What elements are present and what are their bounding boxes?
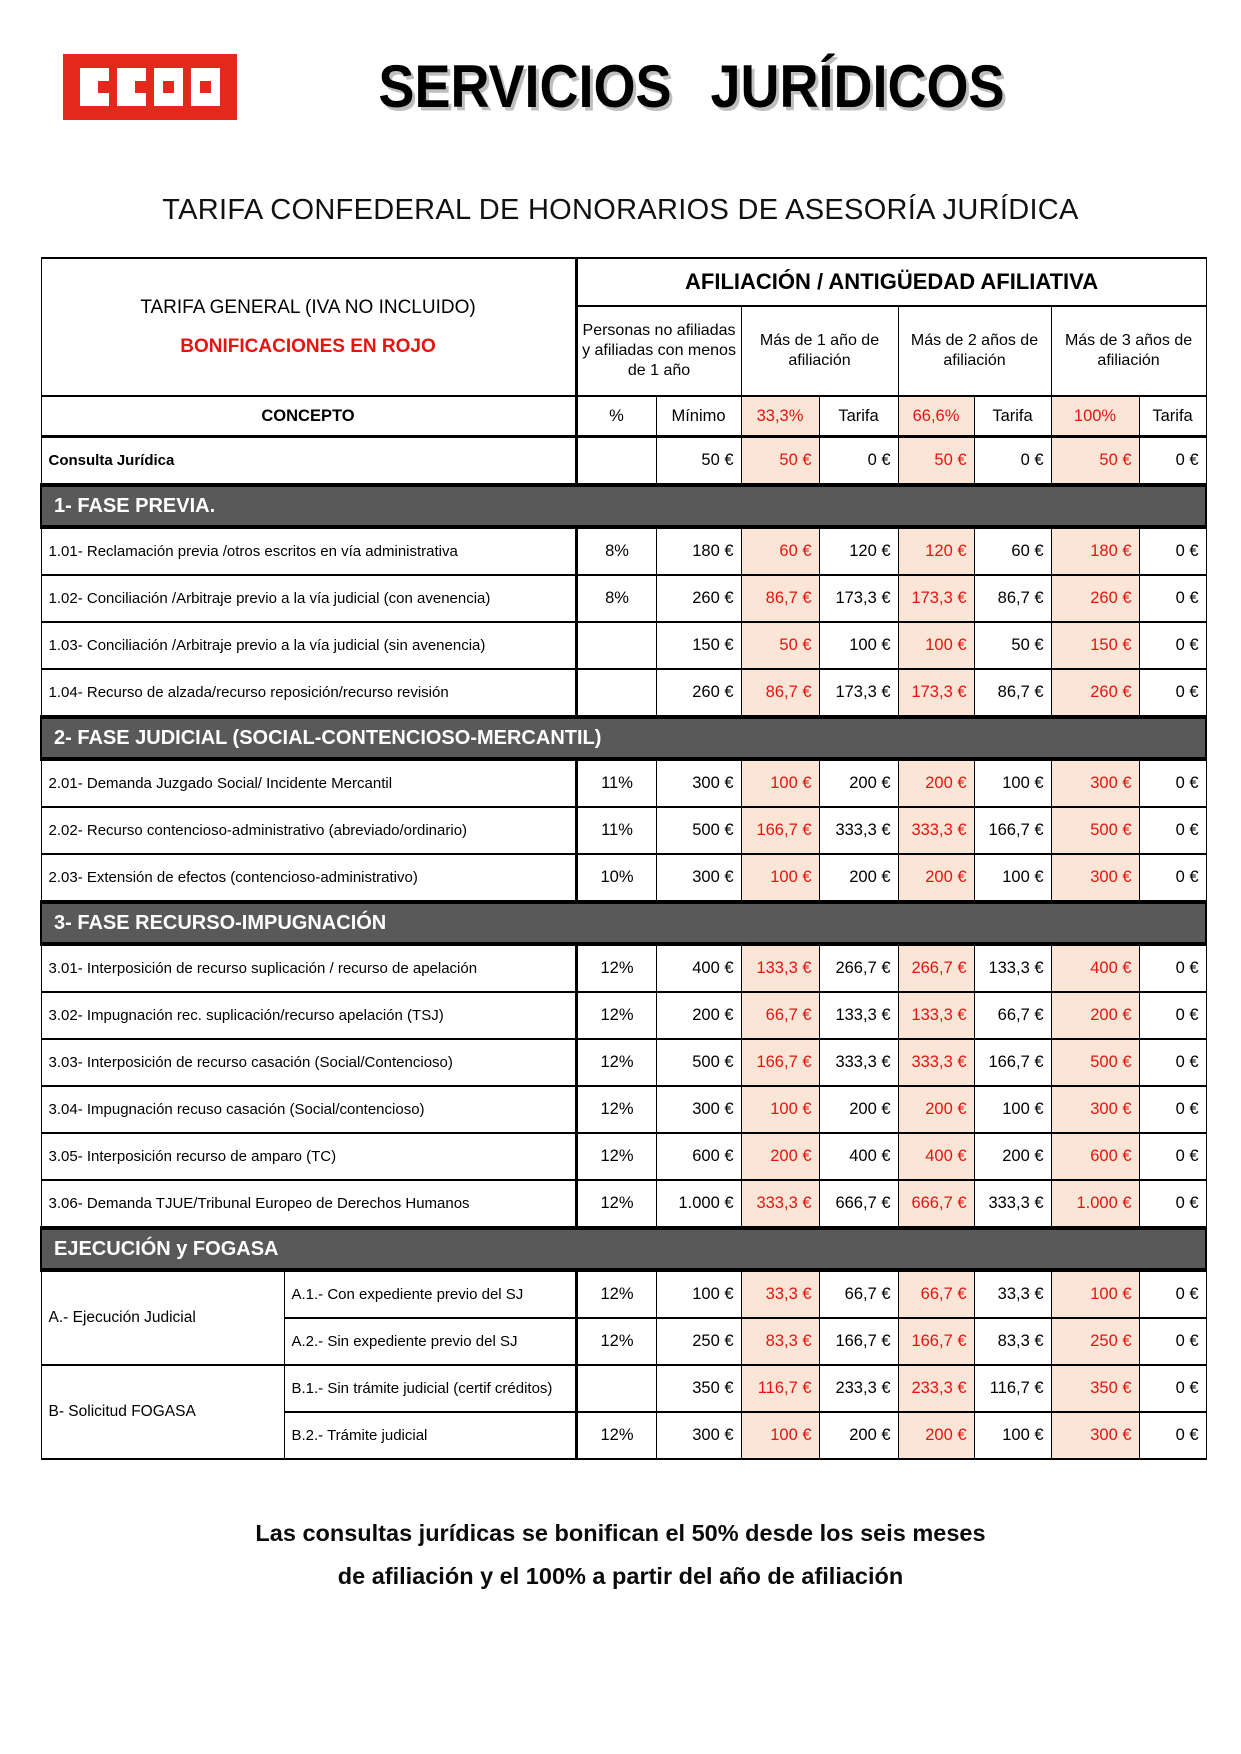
t2-cell: 116,7 € xyxy=(974,1365,1051,1412)
t3-cell: 0 € xyxy=(1139,1412,1206,1459)
b3-cell: 200 € xyxy=(1051,992,1139,1039)
b2-cell: 200 € xyxy=(898,1412,974,1459)
b3-cell: 250 € xyxy=(1051,1318,1139,1365)
b2-cell: 120 € xyxy=(898,527,974,575)
b1-cell: 100 € xyxy=(741,854,819,902)
t3-cell: 0 € xyxy=(1139,1365,1206,1412)
section-bar: EJECUCIÓN y FOGASA xyxy=(41,1228,1206,1270)
pct-cell xyxy=(576,437,656,486)
t1-cell: 120 € xyxy=(819,527,898,575)
b1-cell: 133,3 € xyxy=(741,944,819,992)
b3-cell: 300 € xyxy=(1051,1412,1139,1459)
t1-cell: 100 € xyxy=(819,622,898,669)
b1-cell: 66,7 € xyxy=(741,992,819,1039)
affiliation-header: AFILIACIÓN / ANTIGÜEDAD AFILIATIVA xyxy=(576,258,1206,306)
pct-cell: 11% xyxy=(576,759,656,807)
section-bar: 3- FASE RECURSO-IMPUGNACIÓN xyxy=(41,902,1206,944)
pct-cell: 12% xyxy=(576,1133,656,1180)
pct-cell: 8% xyxy=(576,527,656,575)
b3-cell: 500 € xyxy=(1051,1039,1139,1086)
logo-letter-o-icon xyxy=(191,68,220,106)
colgroup-3-anios: Más de 3 años de afiliación xyxy=(1051,306,1206,396)
b3-cell: 300 € xyxy=(1051,854,1139,902)
b2-cell: 133,3 € xyxy=(898,992,974,1039)
colgroup-2-anios: Más de 2 años de afiliación xyxy=(898,306,1051,396)
concept-cell: 3.02- Impugnación rec. suplicación/recurso apelación (TSJ) xyxy=(41,992,576,1039)
b1-cell: 166,7 € xyxy=(741,807,819,854)
document-subtitle: TARIFA CONFEDERAL DE HONORARIOS DE ASESORÍA JURÍDICA xyxy=(162,194,1079,226)
footnote-line-2: de afiliación y el 100% a partir del año de afiliación xyxy=(337,1563,904,1589)
min-cell: 260 € xyxy=(656,575,741,622)
footnote-line-1: Las consultas jurídicas se bonifican el 50% desde los seis meses xyxy=(255,1520,986,1546)
col-header-minimo: Mínimo xyxy=(656,396,741,437)
pct-cell: 12% xyxy=(576,1180,656,1228)
concept-cell: 3.03- Interposición de recurso casación (Social/Contencioso) xyxy=(41,1039,576,1086)
group-label: B- Solicitud FOGASA xyxy=(41,1365,284,1459)
t3-cell: 0 € xyxy=(1139,1318,1206,1365)
b2-cell: 200 € xyxy=(898,1086,974,1133)
min-cell: 400 € xyxy=(656,944,741,992)
b2-cell: 50 € xyxy=(898,437,974,486)
col-header-tarifa-3: Tarifa xyxy=(1139,396,1206,437)
min-cell: 50 € xyxy=(656,437,741,486)
b3-cell: 260 € xyxy=(1051,669,1139,717)
t2-cell: 333,3 € xyxy=(974,1180,1051,1228)
concept-cell: A.2.- Sin expediente previo del SJ xyxy=(284,1318,576,1365)
pct-cell: 12% xyxy=(576,1039,656,1086)
bonificaciones-note: BONIFICACIONES EN ROJO xyxy=(180,335,436,357)
general-title: TARIFA GENERAL (IVA NO INCLUIDO) xyxy=(140,296,476,318)
b2-cell: 333,3 € xyxy=(898,807,974,854)
logo-letter-o-icon xyxy=(154,68,183,106)
t2-cell: 100 € xyxy=(974,759,1051,807)
col-header-tarifa-2: Tarifa xyxy=(974,396,1051,437)
pct-cell xyxy=(576,622,656,669)
t2-cell: 86,7 € xyxy=(974,575,1051,622)
min-cell: 500 € xyxy=(656,1039,741,1086)
pct-cell: 12% xyxy=(576,1270,656,1318)
t1-cell: 200 € xyxy=(819,759,898,807)
page-title: SERVICIOS JURÍDICOS xyxy=(378,53,1005,121)
t1-cell: 133,3 € xyxy=(819,992,898,1039)
t1-cell: 333,3 € xyxy=(819,1039,898,1086)
pct-cell: 11% xyxy=(576,807,656,854)
logo-letter-c-icon xyxy=(80,68,109,106)
b3-cell: 50 € xyxy=(1051,437,1139,486)
min-cell: 250 € xyxy=(656,1318,741,1365)
min-cell: 300 € xyxy=(656,759,741,807)
t1-cell: 173,3 € xyxy=(819,575,898,622)
pct-cell: 12% xyxy=(576,992,656,1039)
b3-cell: 100 € xyxy=(1051,1270,1139,1318)
pct-cell: 8% xyxy=(576,575,656,622)
logo-letter-c-icon xyxy=(117,68,146,106)
t3-cell: 0 € xyxy=(1139,1270,1206,1318)
b1-cell: 100 € xyxy=(741,1086,819,1133)
t3-cell: 0 € xyxy=(1139,622,1206,669)
concept-cell: 1.02- Conciliación /Arbitraje previo a la vía judicial (con avenencia) xyxy=(41,575,576,622)
t2-cell: 166,7 € xyxy=(974,807,1051,854)
masthead xyxy=(0,0,1241,122)
b1-cell: 86,7 € xyxy=(741,575,819,622)
b3-cell: 150 € xyxy=(1051,622,1139,669)
concept-cell: B.1.- Sin trámite judicial (certif créditos) xyxy=(284,1365,576,1412)
concept-cell: 2.03- Extensión de efectos (contencioso-administrativo) xyxy=(41,854,576,902)
t1-cell: 400 € xyxy=(819,1133,898,1180)
t1-cell: 200 € xyxy=(819,1086,898,1133)
t2-cell: 0 € xyxy=(974,437,1051,486)
header-row-3 xyxy=(41,396,1206,437)
t3-cell: 0 € xyxy=(1139,944,1206,992)
t2-cell: 100 € xyxy=(974,1086,1051,1133)
pct-cell: 10% xyxy=(576,854,656,902)
t3-cell: 0 € xyxy=(1139,437,1206,486)
min-cell: 500 € xyxy=(656,807,741,854)
t2-cell: 66,7 € xyxy=(974,992,1051,1039)
t2-cell: 166,7 € xyxy=(974,1039,1051,1086)
b2-cell: 173,3 € xyxy=(898,669,974,717)
b2-cell: 200 € xyxy=(898,854,974,902)
col-header-100pct: 100% xyxy=(1051,396,1139,437)
t2-cell: 83,3 € xyxy=(974,1318,1051,1365)
footnote xyxy=(0,1512,1241,1598)
t3-cell: 0 € xyxy=(1139,992,1206,1039)
t2-cell: 100 € xyxy=(974,854,1051,902)
col-header-33pct: 33,3% xyxy=(741,396,819,437)
b1-cell: 33,3 € xyxy=(741,1270,819,1318)
t2-cell: 86,7 € xyxy=(974,669,1051,717)
b1-cell: 60 € xyxy=(741,527,819,575)
b3-cell: 400 € xyxy=(1051,944,1139,992)
concept-cell: 3.05- Interposición recurso de amparo (TC) xyxy=(41,1133,576,1180)
b2-cell: 266,7 € xyxy=(898,944,974,992)
b1-cell: 83,3 € xyxy=(741,1318,819,1365)
t3-cell: 0 € xyxy=(1139,669,1206,717)
b2-cell: 166,7 € xyxy=(898,1318,974,1365)
colgroup-no-afiliadas: Personas no afiliadas y afiliadas con menos de 1 año xyxy=(576,306,741,396)
t3-cell: 0 € xyxy=(1139,807,1206,854)
b3-cell: 300 € xyxy=(1051,1086,1139,1133)
min-cell: 180 € xyxy=(656,527,741,575)
t1-cell: 200 € xyxy=(819,854,898,902)
t2-cell: 100 € xyxy=(974,1412,1051,1459)
t2-cell: 60 € xyxy=(974,527,1051,575)
t2-cell: 50 € xyxy=(974,622,1051,669)
b1-cell: 333,3 € xyxy=(741,1180,819,1228)
t1-cell: 666,7 € xyxy=(819,1180,898,1228)
col-header-concepto: CONCEPTO xyxy=(41,396,576,437)
section-bar: 1- FASE PREVIA. xyxy=(41,485,1206,527)
t1-cell: 266,7 € xyxy=(819,944,898,992)
b1-cell: 50 € xyxy=(741,622,819,669)
min-cell: 200 € xyxy=(656,992,741,1039)
colgroup-1-anio: Más de 1 año de afiliación xyxy=(741,306,898,396)
t1-cell: 66,7 € xyxy=(819,1270,898,1318)
b3-cell: 1.000 € xyxy=(1051,1180,1139,1228)
pct-cell: 12% xyxy=(576,1412,656,1459)
t2-cell: 33,3 € xyxy=(974,1270,1051,1318)
min-cell: 600 € xyxy=(656,1133,741,1180)
t1-cell: 0 € xyxy=(819,437,898,486)
b2-cell: 66,7 € xyxy=(898,1270,974,1318)
t3-cell: 0 € xyxy=(1139,575,1206,622)
t3-cell: 0 € xyxy=(1139,759,1206,807)
section-bar: 2- FASE JUDICIAL (SOCIAL-CONTENCIOSO-MERCANTIL) xyxy=(41,717,1206,759)
b3-cell: 260 € xyxy=(1051,575,1139,622)
t1-cell: 166,7 € xyxy=(819,1318,898,1365)
t3-cell: 0 € xyxy=(1139,1086,1206,1133)
b2-cell: 233,3 € xyxy=(898,1365,974,1412)
pct-cell: 12% xyxy=(576,944,656,992)
tariff-table xyxy=(40,257,1207,1460)
group-label: A.- Ejecución Judicial xyxy=(41,1270,284,1365)
col-header-66pct: 66,6% xyxy=(898,396,974,437)
concept-cell: Consulta Jurídica xyxy=(41,437,576,486)
concept-cell: B.2.- Trámite judicial xyxy=(284,1412,576,1459)
col-header-pct: % xyxy=(576,396,656,437)
b1-cell: 116,7 € xyxy=(741,1365,819,1412)
t2-cell: 133,3 € xyxy=(974,944,1051,992)
concept-cell: 2.01- Demanda Juzgado Social/ Incidente Mercantil xyxy=(41,759,576,807)
t3-cell: 0 € xyxy=(1139,527,1206,575)
b3-cell: 300 € xyxy=(1051,759,1139,807)
b3-cell: 350 € xyxy=(1051,1365,1139,1412)
concept-cell: 1.01- Reclamación previa /otros escritos en vía administrativa xyxy=(41,527,576,575)
b1-cell: 86,7 € xyxy=(741,669,819,717)
min-cell: 100 € xyxy=(656,1270,741,1318)
concept-cell: A.1.- Con expediente previo del SJ xyxy=(284,1270,576,1318)
concept-cell: 1.03- Conciliación /Arbitraje previo a la vía judicial (sin avenencia) xyxy=(41,622,576,669)
b1-cell: 100 € xyxy=(741,1412,819,1459)
t3-cell: 0 € xyxy=(1139,1133,1206,1180)
b1-cell: 50 € xyxy=(741,437,819,486)
b2-cell: 333,3 € xyxy=(898,1039,974,1086)
b2-cell: 100 € xyxy=(898,622,974,669)
concept-cell: 3.01- Interposición de recurso suplicación / recurso de apelación xyxy=(41,944,576,992)
b1-cell: 200 € xyxy=(741,1133,819,1180)
min-cell: 150 € xyxy=(656,622,741,669)
min-cell: 260 € xyxy=(656,669,741,717)
b3-cell: 600 € xyxy=(1051,1133,1139,1180)
t3-cell: 0 € xyxy=(1139,1039,1206,1086)
concept-cell: 3.06- Demanda TJUE/Tribunal Europeo de Derechos Humanos xyxy=(41,1180,576,1228)
b1-cell: 100 € xyxy=(741,759,819,807)
general-header-cell xyxy=(41,258,576,396)
min-cell: 350 € xyxy=(656,1365,741,1412)
t1-cell: 200 € xyxy=(819,1412,898,1459)
col-header-tarifa-1: Tarifa xyxy=(819,396,898,437)
b2-cell: 173,3 € xyxy=(898,575,974,622)
t1-cell: 333,3 € xyxy=(819,807,898,854)
header-row-1 xyxy=(41,258,1206,306)
min-cell: 300 € xyxy=(656,854,741,902)
b2-cell: 400 € xyxy=(898,1133,974,1180)
t1-cell: 233,3 € xyxy=(819,1365,898,1412)
t1-cell: 173,3 € xyxy=(819,669,898,717)
ccoo-logo xyxy=(63,54,237,120)
b2-cell: 666,7 € xyxy=(898,1180,974,1228)
b1-cell: 166,7 € xyxy=(741,1039,819,1086)
min-cell: 1.000 € xyxy=(656,1180,741,1228)
concept-cell: 2.02- Recurso contencioso-administrativo (abreviado/ordinario) xyxy=(41,807,576,854)
pct-cell: 12% xyxy=(576,1086,656,1133)
t3-cell: 0 € xyxy=(1139,854,1206,902)
min-cell: 300 € xyxy=(656,1086,741,1133)
t3-cell: 0 € xyxy=(1139,1180,1206,1228)
b2-cell: 200 € xyxy=(898,759,974,807)
concept-cell: 3.04- Impugnación recuso casación (Social/contencioso) xyxy=(41,1086,576,1133)
min-cell: 300 € xyxy=(656,1412,741,1459)
pct-cell xyxy=(576,669,656,717)
pct-cell xyxy=(576,1365,656,1412)
b3-cell: 180 € xyxy=(1051,527,1139,575)
t2-cell: 200 € xyxy=(974,1133,1051,1180)
pct-cell: 12% xyxy=(576,1318,656,1365)
b3-cell: 500 € xyxy=(1051,807,1139,854)
concept-cell: 1.04- Recurso de alzada/recurso reposición/recurso revisión xyxy=(41,669,576,717)
